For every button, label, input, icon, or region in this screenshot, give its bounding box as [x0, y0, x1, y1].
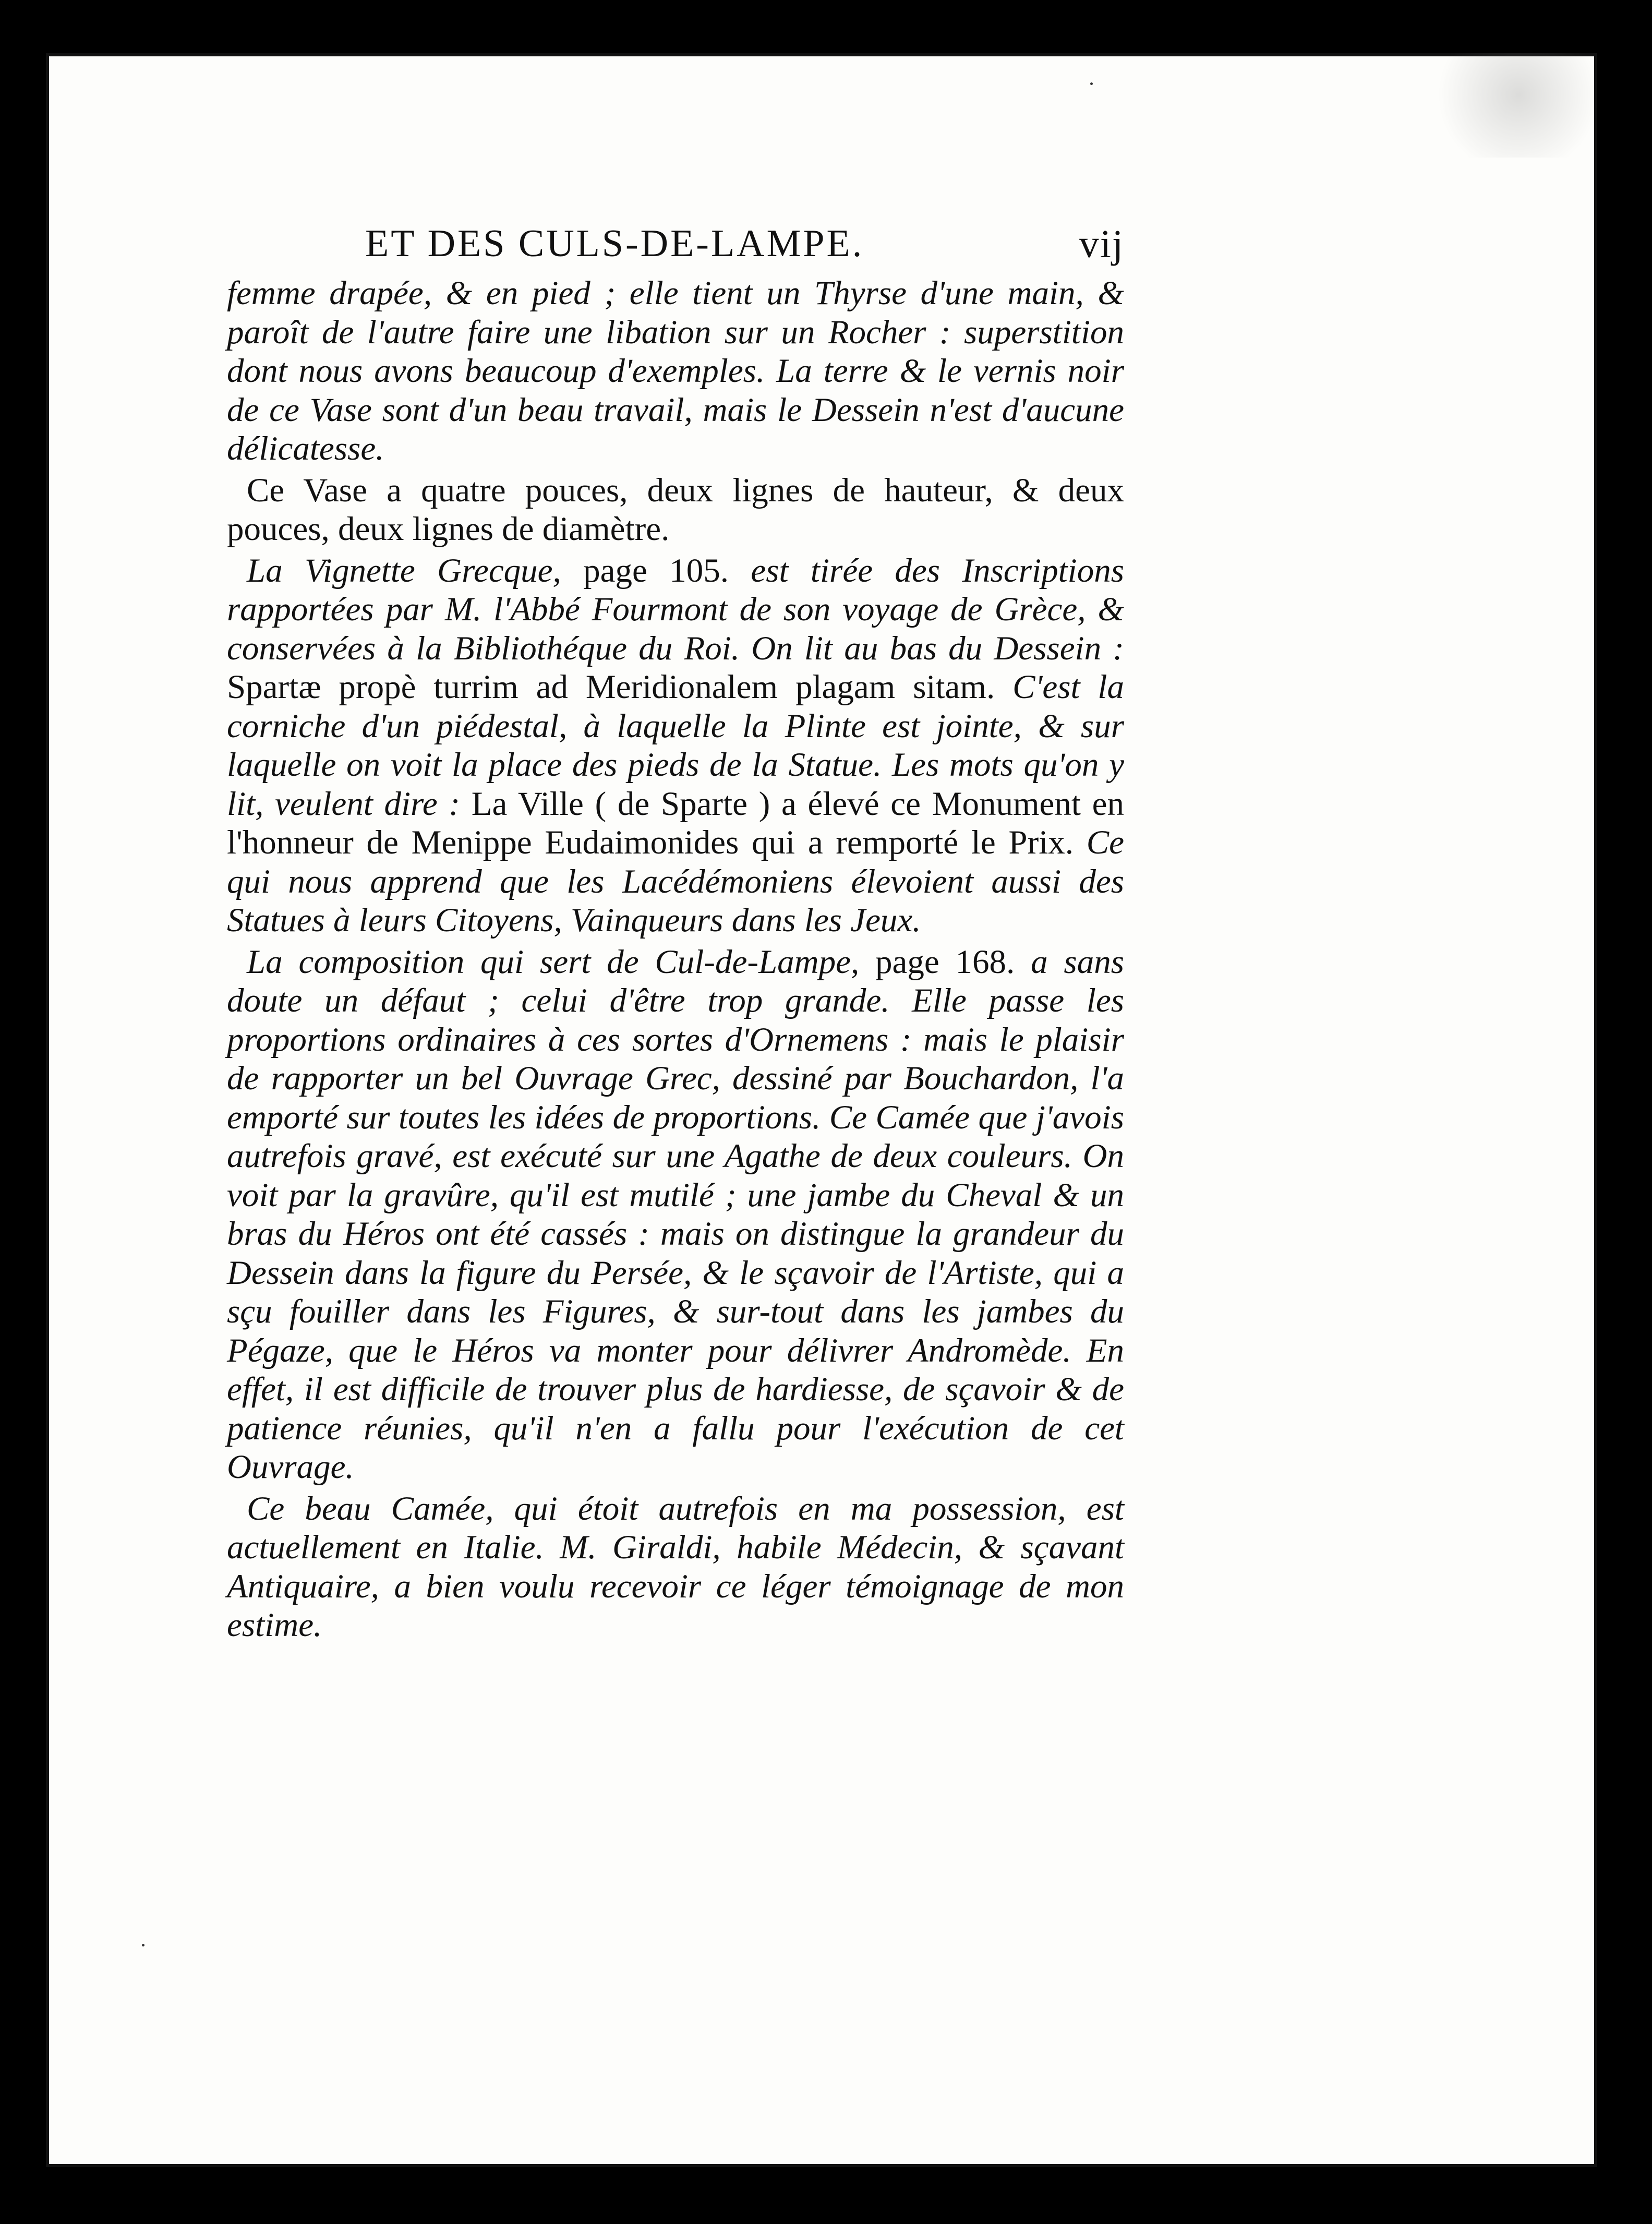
- paragraph: [227, 274, 1124, 468]
- page-number: vij: [1079, 222, 1124, 266]
- italic-text-run: La composition qui sert de Cul-de-Lampe,: [247, 943, 875, 981]
- italic-text-run: Ce beau Camée, qui étoit autrefois en ma possession, est actuellement en Italie. M. Giraldi, habile Médecin, & sçavant Antiquaire, a bien voulu recevoir ce léger témoignage de mon estime.: [227, 1489, 1124, 1644]
- italic-text-run: Ce qui nous apprend que les Lacédémoniens élevoient aussi des Statues à leurs Citoyens, Vainqueurs dans les Jeux.: [227, 824, 1124, 939]
- roman-text-run: page 168.: [875, 943, 1031, 981]
- running-head: [227, 222, 1124, 274]
- paragraph: [227, 1489, 1124, 1645]
- paragraph: [227, 551, 1124, 940]
- italic-text-run: est tirée des Inscriptions rapportées par M. l'Abbé Fourmont de son voyage de Grèce, & conservées à la Bibliothéque du Roi. On lit au bas du Dessein :: [227, 551, 1124, 667]
- text-block: [227, 222, 1124, 1645]
- roman-text-run: Spartæ propè turrim ad Meridionalem plagam sitam.: [227, 668, 1013, 706]
- body-text: [227, 274, 1124, 1645]
- roman-text-run: Ce Vase a quatre pouces, deux lignes de hauteur, & deux pouces, deux lignes de diamètre.: [227, 471, 1124, 548]
- roman-text-run: La Ville ( de Sparte ) a élevé ce Monument en l'honneur de Menippe Eudaimonides qui a remporté le Prix.: [227, 785, 1124, 861]
- paragraph: [227, 471, 1124, 549]
- italic-text-run: a sans doute un défaut ; celui d'être trop grande. Elle passe les proportions ordinaires à ces sortes d'Ornemens : mais le plaisir de rapporter un bel Ouvrage Grec, dessiné par Bouchardon, l'a emporté sur toutes les idées de proportions. Ce Camée que j'avois autrefois gravé, est exécuté sur une Agathe de deux couleurs. On voit par la gravûre, qu'il est mutilé ; une jambe du Cheval & un bras du Héros ont été cassés : mais on distingue la grandeur du Dessein dans la figure du Persée, & le sçavoir de l'Artiste, qui a sçu fouiller dans les Figures, & sur-tout dans les jambes du Pégaze, que le Héros va monter pour délivrer Andromède. En effet, il est difficile de trouver plus de hardiesse, de sçavoir & de patience réunies, qu'il n'en a fallu pour l'exécution de cet Ouvrage.: [227, 943, 1125, 1486]
- italic-text-run: C'est la corniche d'un piédestal, à laquelle la Plinte est jointe, & sur laquelle on voit la place des pieds de la Statue. Les mots qu'on y lit, veulent dire :: [227, 668, 1124, 823]
- ink-speck: [1090, 82, 1093, 85]
- roman-text-run: page 105.: [583, 551, 751, 590]
- ink-speck: [142, 1944, 144, 1946]
- italic-text-run: femme drapée, & en pied ; elle tient un Thyrse d'une main, & paroît de l'autre faire une libation sur un Rocher : superstition dont nous avons beaucoup d'exemples. La terre & le vernis noir de ce Vase sont d'un beau travail, mais le Dessein n'est d'aucune délicatesse.: [227, 274, 1124, 467]
- paragraph: [227, 943, 1124, 1487]
- running-title: ET DES CULS-DE-LAMPE.: [365, 222, 864, 265]
- italic-text-run: La Vignette Grecque,: [247, 551, 584, 590]
